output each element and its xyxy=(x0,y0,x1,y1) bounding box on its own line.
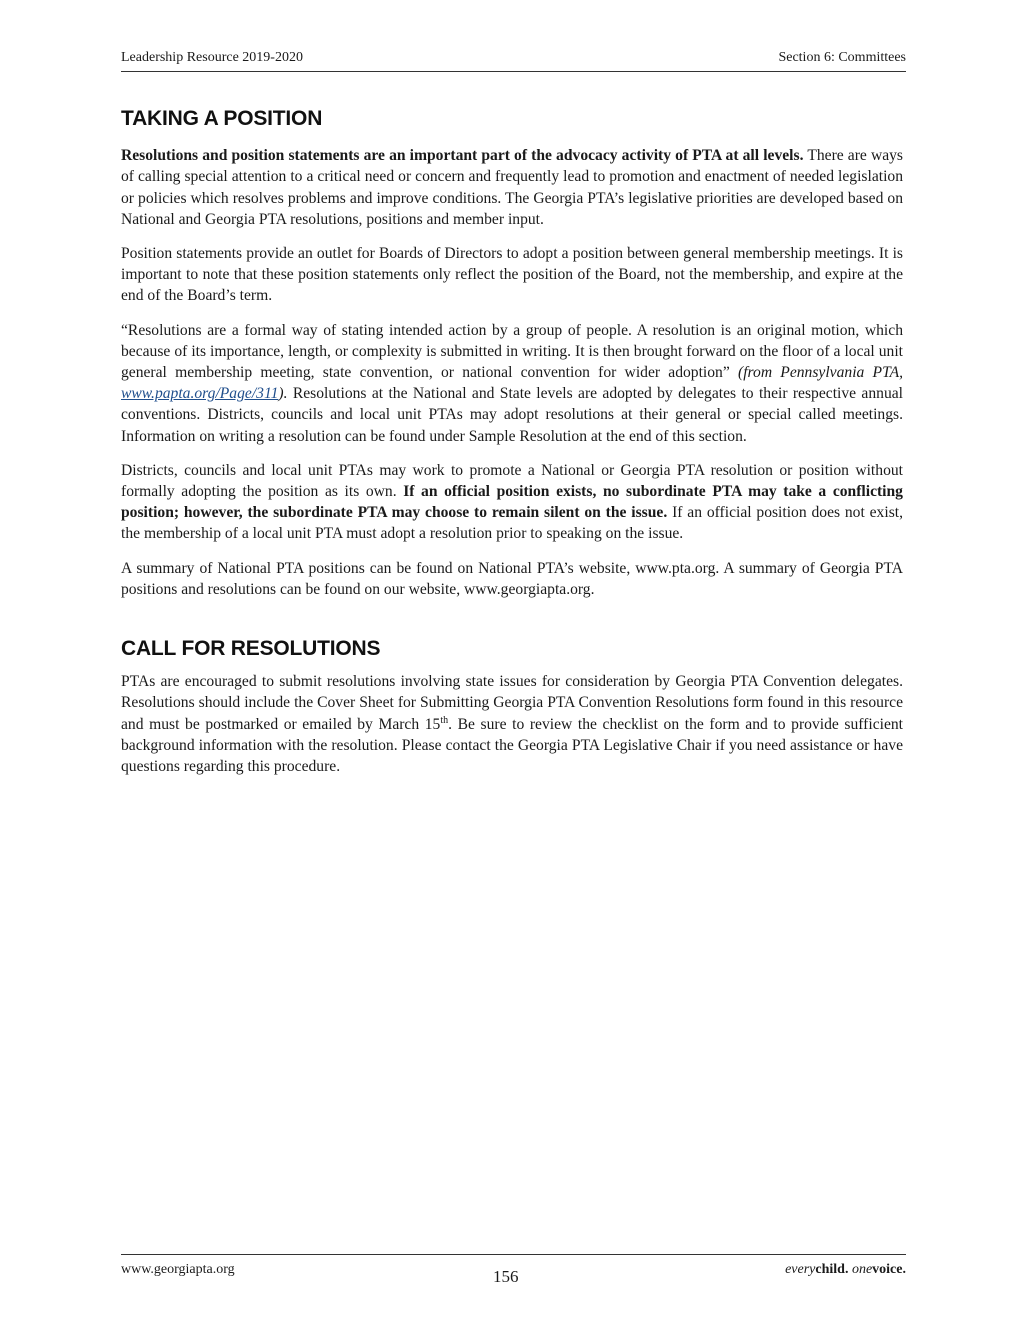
papta-link[interactable]: www.papta.org/Page/311 xyxy=(121,385,279,403)
slogan-one: one xyxy=(851,1262,873,1277)
citation-text: (from Pennsylvania PTA, xyxy=(738,364,904,382)
footer-slogan xyxy=(785,1262,906,1278)
page-footer xyxy=(121,1254,906,1286)
section-title-call-for-resolutions: CALL FOR RESOLUTIONS xyxy=(121,637,381,661)
paragraph-text: Districts, councils and local unit PTAs may work to promote a National or Georgia PTA resolution or position without formally adopting the position as its own. xyxy=(121,461,903,501)
paragraph-text: . Be sure to review the checklist on the form and to provide sufficient background information with the resolution. Please contact the Georgia PTA Legislative Chair if you need assistance or have questions regarding this procedure. xyxy=(121,715,903,776)
paragraph-text: Resolutions at the National and State levels are adopted by delegates to their respective annual conventions. Districts, councils and local unit PTAs may adopt resolutions at their general or special called meetings. Information on writing a resolution can be found under Sample Resolution at the end of this section. xyxy=(121,385,903,445)
paragraph-resolutions-intro xyxy=(121,145,903,230)
paragraph-summary-websites: A summary of National PTA positions can be found on National PTA’s website, www.pta.org. A summary of Georgia PTA positions and resolutions can be found on our website, www.georgiapta.org. xyxy=(121,559,903,598)
section-title-taking-a-position: TAKING A POSITION xyxy=(121,107,323,130)
slogan-child: child. xyxy=(815,1262,849,1277)
bold-lead-sentence: Resolutions and position statements are an important part of the advocacy activity of PTA at all levels. xyxy=(121,147,804,165)
paragraph-local-units xyxy=(121,460,903,545)
footer-website: www.georgiapta.org xyxy=(121,1262,235,1277)
bold-rule-text: If an official position exists, no subordinate PTA may take a conflicting position; however, the subordinate PTA may choose to remain silent on the issue. xyxy=(121,483,903,522)
paragraph-resolutions-definition xyxy=(121,320,903,447)
paragraph-text: If an official position does not exist, the membership of a local unit PTA must adopt a resolution prior to speaking on the issue. xyxy=(121,504,903,543)
slogan-voice: voice. xyxy=(872,1262,906,1277)
page-header xyxy=(121,50,906,72)
superscript-th: th xyxy=(440,714,449,726)
page-number: 156 xyxy=(493,1267,519,1286)
header-left-text: Leadership Resource 2019-2020 xyxy=(121,50,303,65)
paragraph-text: There are ways of calling special attention to a critical need or concern and frequently lead to promotion and enactment of needed legislation or policies which resolves problems and improve conditions. The Georgia PTA’s legislative priorities are developed based on National and Georgia PTA resolutions, positions and member input. xyxy=(121,147,904,228)
paragraph-position-statements: Position statements provide an outlet for Boards of Directors to adopt a position between general membership meetings. It is important to note that these position statements only reflect the position of the Board, not the membership, and expire at the end of the Board’s term. xyxy=(121,245,903,305)
paragraph-text: “Resolutions are a formal way of stating intended action by a group of people. A resolution is an original motion, which because of its importance, length, or complexity is submitted in writing. It is then brought forward on the floor of a local unit general membership meeting, state convention, or national convention for wider adoption” xyxy=(121,321,903,382)
page-content xyxy=(121,108,903,790)
header-right-text: Section 6: Committees xyxy=(778,50,906,65)
citation-end: ). xyxy=(278,385,288,403)
slogan-every: every xyxy=(785,1262,816,1277)
paragraph-text: PTAs are encouraged to submit resolutions involving state issues for consideration by Georgia PTA Convention delegates. Resolutions should include the Cover Sheet for Submitting Georgia PTA Convention Resolutions form found in this resource and must be postmarked or emailed by March 15 xyxy=(121,673,903,733)
paragraph-call-for-resolutions xyxy=(121,671,903,777)
